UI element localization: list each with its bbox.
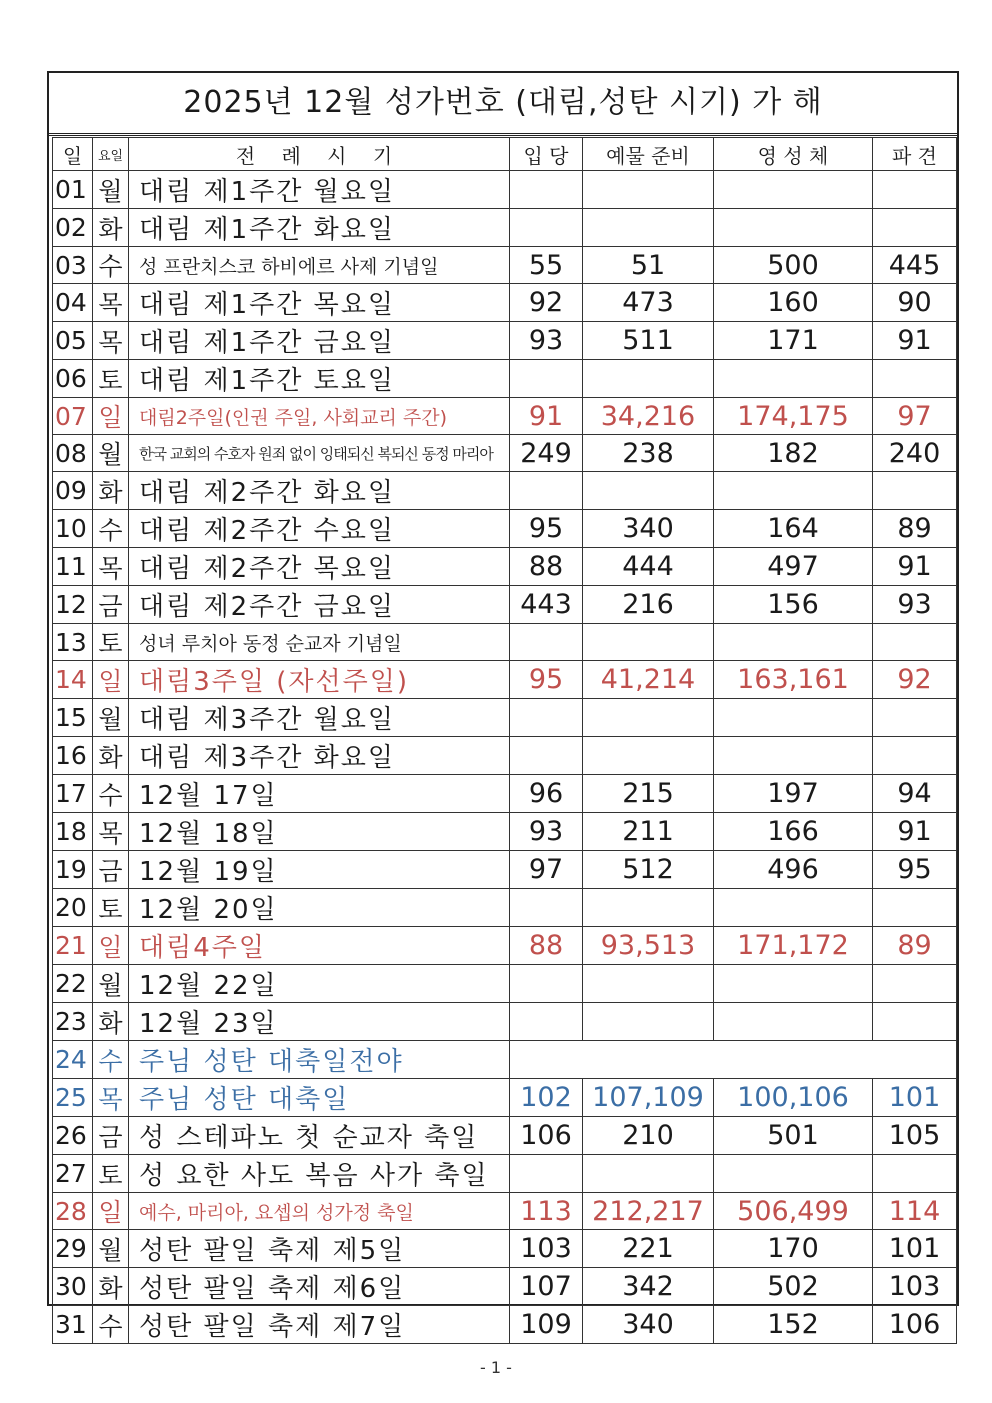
day-cell: 09 bbox=[53, 472, 93, 510]
liturgy-cell: 성녀 루치아 동정 순교자 기념일 bbox=[129, 624, 510, 661]
liturgy-cell: 주님 성탄 대축일전야 bbox=[129, 1041, 510, 1079]
entrance-cell bbox=[510, 209, 583, 247]
header-offertory: 예물 준비 bbox=[583, 138, 714, 171]
weekday-cell: 화 bbox=[93, 472, 129, 510]
dismissal-cell: 94 bbox=[873, 775, 957, 813]
weekday-cell: 일 bbox=[93, 398, 129, 435]
offertory-cell bbox=[583, 624, 714, 661]
offertory-cell bbox=[583, 1155, 714, 1193]
header-weekday: 요일 bbox=[93, 138, 129, 171]
dismissal-cell bbox=[873, 1155, 957, 1193]
liturgy-cell: 성탄 팔일 축제 제5일 bbox=[129, 1230, 510, 1268]
entrance-cell: 102 bbox=[510, 1079, 583, 1117]
weekday-cell: 화 bbox=[93, 1003, 129, 1041]
communion-cell: 182 bbox=[714, 435, 873, 472]
table-row bbox=[53, 1306, 957, 1344]
communion-cell bbox=[714, 699, 873, 737]
liturgy-cell: 12월 17일 bbox=[129, 775, 510, 813]
day-cell: 29 bbox=[53, 1230, 93, 1268]
entrance-cell: 107 bbox=[510, 1268, 583, 1306]
weekday-cell: 금 bbox=[93, 1117, 129, 1155]
dismissal-cell bbox=[873, 737, 957, 775]
offertory-cell bbox=[583, 171, 714, 209]
entrance-cell bbox=[510, 1155, 583, 1193]
entrance-cell bbox=[510, 1003, 583, 1041]
entrance-cell: 95 bbox=[510, 510, 583, 548]
weekday-cell: 목 bbox=[93, 322, 129, 360]
liturgy-cell: 대림 제1주간 화요일 bbox=[129, 209, 510, 247]
table-row bbox=[53, 889, 957, 927]
offertory-cell: 512 bbox=[583, 851, 714, 889]
table-row bbox=[53, 699, 957, 737]
entrance-cell bbox=[510, 737, 583, 775]
entrance-cell: 96 bbox=[510, 775, 583, 813]
offertory-cell: 340 bbox=[583, 1306, 714, 1344]
weekday-cell: 화 bbox=[93, 209, 129, 247]
communion-cell bbox=[714, 624, 873, 661]
liturgy-cell: 대림2주일(인권 주일, 사회교리 주간) bbox=[129, 398, 510, 435]
weekday-cell: 목 bbox=[93, 1079, 129, 1117]
communion-cell bbox=[714, 360, 873, 398]
offertory-cell: 93,513 bbox=[583, 927, 714, 965]
offertory-cell: 212,217 bbox=[583, 1193, 714, 1230]
table-row bbox=[53, 775, 957, 813]
table-row bbox=[53, 1041, 957, 1079]
day-cell: 25 bbox=[53, 1079, 93, 1117]
weekday-cell: 수 bbox=[93, 775, 129, 813]
entrance-cell bbox=[510, 472, 583, 510]
offertory-cell bbox=[583, 360, 714, 398]
communion-cell bbox=[714, 737, 873, 775]
day-cell: 10 bbox=[53, 510, 93, 548]
dismissal-cell: 114 bbox=[873, 1193, 957, 1230]
offertory-cell: 444 bbox=[583, 548, 714, 586]
entrance-cell bbox=[510, 965, 583, 1003]
dismissal-cell: 97 bbox=[873, 398, 957, 435]
table-row bbox=[53, 1117, 957, 1155]
table-row bbox=[53, 965, 957, 1003]
dismissal-cell: 101 bbox=[873, 1230, 957, 1268]
communion-cell: 497 bbox=[714, 548, 873, 586]
entrance-cell: 109 bbox=[510, 1306, 583, 1344]
communion-cell bbox=[714, 965, 873, 1003]
communion-cell: 496 bbox=[714, 851, 873, 889]
dismissal-cell bbox=[873, 171, 957, 209]
page-number: - 1 - bbox=[480, 1358, 512, 1377]
entrance-cell bbox=[510, 699, 583, 737]
liturgy-cell: 12월 22일 bbox=[129, 965, 510, 1003]
table-row bbox=[53, 209, 957, 247]
liturgy-cell: 대림3주일 (자선주일) bbox=[129, 661, 510, 699]
communion-cell: 160 bbox=[714, 284, 873, 322]
table-row bbox=[53, 661, 957, 699]
dismissal-cell bbox=[873, 472, 957, 510]
communion-cell: 156 bbox=[714, 586, 873, 624]
liturgy-cell: 대림 제1주간 토요일 bbox=[129, 360, 510, 398]
table-row bbox=[53, 284, 957, 322]
day-cell: 19 bbox=[53, 851, 93, 889]
weekday-cell: 토 bbox=[93, 624, 129, 661]
table-row bbox=[53, 548, 957, 586]
communion-cell bbox=[714, 889, 873, 927]
liturgy-cell: 대림 제3주간 화요일 bbox=[129, 737, 510, 775]
table-row bbox=[53, 1003, 957, 1041]
weekday-cell: 목 bbox=[93, 548, 129, 586]
liturgy-cell: 대림 제1주간 월요일 bbox=[129, 171, 510, 209]
communion-cell bbox=[714, 1155, 873, 1193]
entrance-cell: 92 bbox=[510, 284, 583, 322]
offertory-cell bbox=[583, 472, 714, 510]
dismissal-cell: 105 bbox=[873, 1117, 957, 1155]
liturgy-cell: 대림 제1주간 금요일 bbox=[129, 322, 510, 360]
weekday-cell: 월 bbox=[93, 171, 129, 209]
day-cell: 05 bbox=[53, 322, 93, 360]
communion-cell: 170 bbox=[714, 1230, 873, 1268]
weekday-cell: 토 bbox=[93, 1155, 129, 1193]
entrance-cell: 88 bbox=[510, 548, 583, 586]
table-row bbox=[53, 1230, 957, 1268]
day-cell: 03 bbox=[53, 247, 93, 284]
entrance-cell bbox=[510, 171, 583, 209]
liturgy-cell: 대림 제2주간 목요일 bbox=[129, 548, 510, 586]
entrance-cell: 95 bbox=[510, 661, 583, 699]
liturgy-cell: 12월 19일 bbox=[129, 851, 510, 889]
offertory-cell: 340 bbox=[583, 510, 714, 548]
liturgy-cell: 12월 18일 bbox=[129, 813, 510, 851]
liturgy-cell: 대림 제1주간 목요일 bbox=[129, 284, 510, 322]
day-cell: 27 bbox=[53, 1155, 93, 1193]
communion-cell: 100,106 bbox=[714, 1079, 873, 1117]
communion-cell: 502 bbox=[714, 1268, 873, 1306]
table-row bbox=[53, 737, 957, 775]
day-cell: 01 bbox=[53, 171, 93, 209]
table-row bbox=[53, 1268, 957, 1306]
weekday-cell: 일 bbox=[93, 927, 129, 965]
dismissal-cell bbox=[873, 209, 957, 247]
offertory-cell: 473 bbox=[583, 284, 714, 322]
liturgy-cell: 성 프란치스코 하비에르 사제 기념일 bbox=[129, 247, 510, 284]
weekday-cell: 수 bbox=[93, 1041, 129, 1079]
communion-cell: 166 bbox=[714, 813, 873, 851]
communion-cell: 164 bbox=[714, 510, 873, 548]
table-row bbox=[53, 247, 957, 284]
table-row bbox=[53, 927, 957, 965]
liturgy-cell: 대림 제2주간 화요일 bbox=[129, 472, 510, 510]
dismissal-cell bbox=[873, 889, 957, 927]
dismissal-cell bbox=[873, 624, 957, 661]
offertory-cell: 211 bbox=[583, 813, 714, 851]
header-dismissal: 파 견 bbox=[873, 138, 957, 171]
entrance-cell bbox=[510, 624, 583, 661]
weekday-cell: 수 bbox=[93, 510, 129, 548]
weekday-cell: 금 bbox=[93, 851, 129, 889]
dismissal-cell: 89 bbox=[873, 927, 957, 965]
weekday-cell: 목 bbox=[93, 813, 129, 851]
day-cell: 17 bbox=[53, 775, 93, 813]
table-row bbox=[53, 322, 957, 360]
dismissal-cell: 240 bbox=[873, 435, 957, 472]
liturgy-cell: 12월 23일 bbox=[129, 1003, 510, 1041]
day-cell: 16 bbox=[53, 737, 93, 775]
table-row bbox=[53, 624, 957, 661]
weekday-cell: 토 bbox=[93, 889, 129, 927]
table-row bbox=[53, 1193, 957, 1230]
offertory-cell bbox=[583, 737, 714, 775]
weekday-cell: 목 bbox=[93, 284, 129, 322]
table-row bbox=[53, 1079, 957, 1117]
table-row bbox=[53, 398, 957, 435]
hymn-schedule-sheet bbox=[47, 71, 959, 1342]
header-liturgy: 전 례 시 기 bbox=[129, 138, 510, 171]
table-row bbox=[53, 171, 957, 209]
dismissal-cell: 445 bbox=[873, 247, 957, 284]
dismissal-cell bbox=[873, 360, 957, 398]
table-header-row bbox=[53, 138, 957, 171]
day-cell: 07 bbox=[53, 398, 93, 435]
liturgy-cell: 대림 제2주간 금요일 bbox=[129, 586, 510, 624]
offertory-cell: 51 bbox=[583, 247, 714, 284]
offertory-cell bbox=[583, 889, 714, 927]
offertory-cell bbox=[583, 699, 714, 737]
weekday-cell: 일 bbox=[93, 661, 129, 699]
dismissal-cell bbox=[873, 1003, 957, 1041]
communion-cell bbox=[714, 209, 873, 247]
offertory-cell: 238 bbox=[583, 435, 714, 472]
communion-cell: 197 bbox=[714, 775, 873, 813]
offertory-cell: 511 bbox=[583, 322, 714, 360]
day-cell: 08 bbox=[53, 435, 93, 472]
liturgy-cell: 성탄 팔일 축제 제7일 bbox=[129, 1306, 510, 1344]
offertory-cell: 210 bbox=[583, 1117, 714, 1155]
communion-cell: 152 bbox=[714, 1306, 873, 1344]
weekday-cell: 월 bbox=[93, 435, 129, 472]
day-cell: 21 bbox=[53, 927, 93, 965]
weekday-cell: 금 bbox=[93, 586, 129, 624]
day-cell: 18 bbox=[53, 813, 93, 851]
entrance-cell: 97 bbox=[510, 851, 583, 889]
dismissal-cell: 93 bbox=[873, 586, 957, 624]
day-cell: 31 bbox=[53, 1306, 93, 1344]
table-row bbox=[53, 472, 957, 510]
hymn-table bbox=[52, 137, 957, 1344]
offertory-cell: 216 bbox=[583, 586, 714, 624]
day-cell: 11 bbox=[53, 548, 93, 586]
liturgy-cell: 대림4주일 bbox=[129, 927, 510, 965]
dismissal-cell: 91 bbox=[873, 322, 957, 360]
liturgy-cell: 예수, 마리아, 요셉의 성가정 축일 bbox=[129, 1193, 510, 1230]
table-row bbox=[53, 1155, 957, 1193]
weekday-cell: 월 bbox=[93, 965, 129, 1003]
table-row bbox=[53, 360, 957, 398]
offertory-cell: 34,216 bbox=[583, 398, 714, 435]
entrance-cell bbox=[510, 889, 583, 927]
offertory-cell: 342 bbox=[583, 1268, 714, 1306]
table-row bbox=[53, 851, 957, 889]
liturgy-cell: 대림 제3주간 월요일 bbox=[129, 699, 510, 737]
offertory-cell bbox=[583, 209, 714, 247]
weekday-cell: 수 bbox=[93, 247, 129, 284]
offertory-cell bbox=[583, 965, 714, 1003]
day-cell: 24 bbox=[53, 1041, 93, 1079]
weekday-cell: 화 bbox=[93, 1268, 129, 1306]
day-cell: 22 bbox=[53, 965, 93, 1003]
dismissal-cell: 92 bbox=[873, 661, 957, 699]
weekday-cell: 월 bbox=[93, 699, 129, 737]
communion-cell bbox=[714, 1003, 873, 1041]
liturgy-cell: 대림 제2주간 수요일 bbox=[129, 510, 510, 548]
day-cell: 14 bbox=[53, 661, 93, 699]
dismissal-cell bbox=[873, 699, 957, 737]
offertory-cell: 215 bbox=[583, 775, 714, 813]
header-day: 일 bbox=[53, 138, 93, 171]
weekday-cell: 토 bbox=[93, 360, 129, 398]
entrance-cell: 443 bbox=[510, 586, 583, 624]
dismissal-cell bbox=[873, 965, 957, 1003]
liturgy-cell: 12월 20일 bbox=[129, 889, 510, 927]
day-cell: 02 bbox=[53, 209, 93, 247]
communion-cell: 163,161 bbox=[714, 661, 873, 699]
offertory-cell: 221 bbox=[583, 1230, 714, 1268]
table-row bbox=[53, 435, 957, 472]
liturgy-cell: 성 스테파노 첫 순교자 축일 bbox=[129, 1117, 510, 1155]
entrance-cell: 88 bbox=[510, 927, 583, 965]
table-row bbox=[53, 813, 957, 851]
day-cell: 23 bbox=[53, 1003, 93, 1041]
dismissal-cell: 95 bbox=[873, 851, 957, 889]
day-cell: 06 bbox=[53, 360, 93, 398]
liturgy-cell: 한국 교회의 수호자 원죄 없이 잉태되신 복되신 동정 마리아 bbox=[129, 435, 510, 472]
header-entrance: 입 당 bbox=[510, 138, 583, 171]
liturgy-cell: 성 요한 사도 복음 사가 축일 bbox=[129, 1155, 510, 1193]
communion-cell: 501 bbox=[714, 1117, 873, 1155]
header-communion: 영 성 체 bbox=[714, 138, 873, 171]
dismissal-cell: 91 bbox=[873, 548, 957, 586]
day-cell: 15 bbox=[53, 699, 93, 737]
weekday-cell: 화 bbox=[93, 737, 129, 775]
table-row bbox=[53, 586, 957, 624]
page-title: 2025년 12월 성가번호 (대림,성탄 시기) 가 해 bbox=[183, 85, 823, 120]
title-divider bbox=[49, 133, 957, 136]
liturgy-cell: 성탄 팔일 축제 제6일 bbox=[129, 1268, 510, 1306]
weekday-cell: 일 bbox=[93, 1193, 129, 1230]
day-cell: 13 bbox=[53, 624, 93, 661]
dismissal-cell: 103 bbox=[873, 1268, 957, 1306]
communion-cell: 171,172 bbox=[714, 927, 873, 965]
entrance-cell bbox=[510, 360, 583, 398]
day-cell: 28 bbox=[53, 1193, 93, 1230]
entrance-cell: 93 bbox=[510, 322, 583, 360]
weekday-cell: 월 bbox=[93, 1230, 129, 1268]
entrance-cell: 55 bbox=[510, 247, 583, 284]
communion-cell: 171 bbox=[714, 322, 873, 360]
table-row bbox=[53, 510, 957, 548]
dismissal-cell: 90 bbox=[873, 284, 957, 322]
entrance-cell: 91 bbox=[510, 398, 583, 435]
communion-cell bbox=[714, 472, 873, 510]
dismissal-cell: 101 bbox=[873, 1079, 957, 1117]
entrance-cell: 103 bbox=[510, 1230, 583, 1268]
dismissal-cell: 89 bbox=[873, 510, 957, 548]
day-cell: 20 bbox=[53, 889, 93, 927]
communion-cell: 506,499 bbox=[714, 1193, 873, 1230]
communion-cell: 174,175 bbox=[714, 398, 873, 435]
day-cell: 04 bbox=[53, 284, 93, 322]
offertory-cell: 107,109 bbox=[583, 1079, 714, 1117]
entrance-cell: 249 bbox=[510, 435, 583, 472]
entrance-cell: 106 bbox=[510, 1117, 583, 1155]
dismissal-cell: 106 bbox=[873, 1306, 957, 1344]
offertory-cell: 41,214 bbox=[583, 661, 714, 699]
offertory-cell bbox=[583, 1003, 714, 1041]
day-cell: 12 bbox=[53, 586, 93, 624]
day-cell: 30 bbox=[53, 1268, 93, 1306]
entrance-cell: 93 bbox=[510, 813, 583, 851]
communion-cell: 500 bbox=[714, 247, 873, 284]
dismissal-cell: 91 bbox=[873, 813, 957, 851]
weekday-cell: 수 bbox=[93, 1306, 129, 1344]
merged-empty-cell bbox=[510, 1041, 957, 1079]
entrance-cell: 113 bbox=[510, 1193, 583, 1230]
communion-cell bbox=[714, 171, 873, 209]
day-cell: 26 bbox=[53, 1117, 93, 1155]
liturgy-cell: 주님 성탄 대축일 bbox=[129, 1079, 510, 1117]
